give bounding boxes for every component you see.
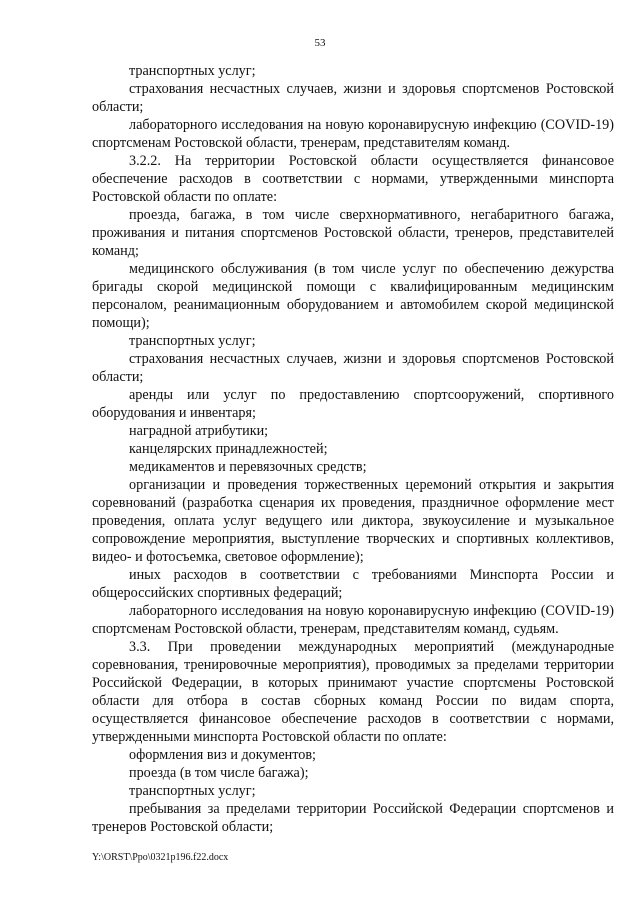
paragraph: проезда, багажа, в том числе сверхнормативного, негабаритного багажа, проживания и питания спортсменов Ростовской области, тренеров, представителей команд; — [92, 207, 614, 259]
paragraph: транспортных услуг; — [129, 783, 256, 799]
paragraph: страхования несчастных случаев, жизни и здоровья спортсменов Ростовской области; — [92, 81, 614, 115]
paragraph: лабораторного исследования на новую коронавирусную инфекцию (COVID-19) спортсменам Ростовской области, тренерам, представителям команд. — [92, 117, 614, 151]
paragraph: аренды или услуг по предоставлению спортсооружений, спортивного оборудования и инвентаря; — [92, 387, 614, 421]
page-number: 53 — [314, 37, 326, 49]
paragraph: транспортных услуг; — [129, 63, 256, 79]
paragraph: организации и проведения торжественных церемоний открытия и закрытия соревнований (разработка сценария их проведения, праздничное оформление мест проведения, оплата услуг ведущего или диктора, звукоусиление и музыкальное сопровождение мероприятия, выступление творческих и спортивных коллективов, видео- и фотосъемка, световое оформление); — [92, 477, 614, 565]
paragraph: 3.2.2. На территории Ростовской области осуществляется финансовое обеспечение расходов в соответствии с нормами, утвержденными минспорта Ростовской области по оплате: — [92, 153, 614, 205]
paragraph: оформления виз и документов; — [129, 747, 316, 763]
paragraph: страхования несчастных случаев, жизни и здоровья спортсменов Ростовской области; — [92, 351, 614, 385]
paragraph: канцелярских принадлежностей; — [129, 441, 328, 457]
footer-file-path: Y:\ORST\Ppo\0321p196.f22.docx — [92, 852, 229, 863]
paragraph: наградной атрибутики; — [129, 423, 269, 439]
document-body — [92, 62, 614, 836]
paragraph: иных расходов в соответствии с требованиями Минспорта России и общероссийских спортивных федераций; — [92, 567, 614, 601]
paragraph: проезда (в том числе багажа); — [129, 765, 309, 781]
paragraph: транспортных услуг; — [129, 333, 256, 349]
paragraph: 3.3. При проведении международных мероприятий (международные соревнования, тренировочные мероприятия), проводимых за пределами территории Российской Федерации, в которых принимают участие спортсмены Ростовской области для отбора в состав сборных команд России по видам спорта, осуществляется финансовое обеспечение расходов в соответствии с нормами, утвержденными минспорта Ростовской области по оплате: — [92, 639, 614, 745]
paragraph: пребывания за пределами территории Российской Федерации спортсменов и тренеров Ростовской области; — [92, 801, 614, 835]
paragraph: медицинского обслуживания (в том числе услуг по обеспечению дежурства бригады скорой медицинской помощи с квалифицированным медицинским персоналом, реанимационным оборудованием и автомобилем скорой медицинской помощи); — [92, 261, 614, 331]
paragraph: медикаментов и перевязочных средств; — [129, 459, 367, 475]
paragraph: лабораторного исследования на новую коронавирусную инфекцию (COVID-19) спортсменам Ростовской области, тренерам, представителям команд, судьям. — [92, 603, 614, 637]
